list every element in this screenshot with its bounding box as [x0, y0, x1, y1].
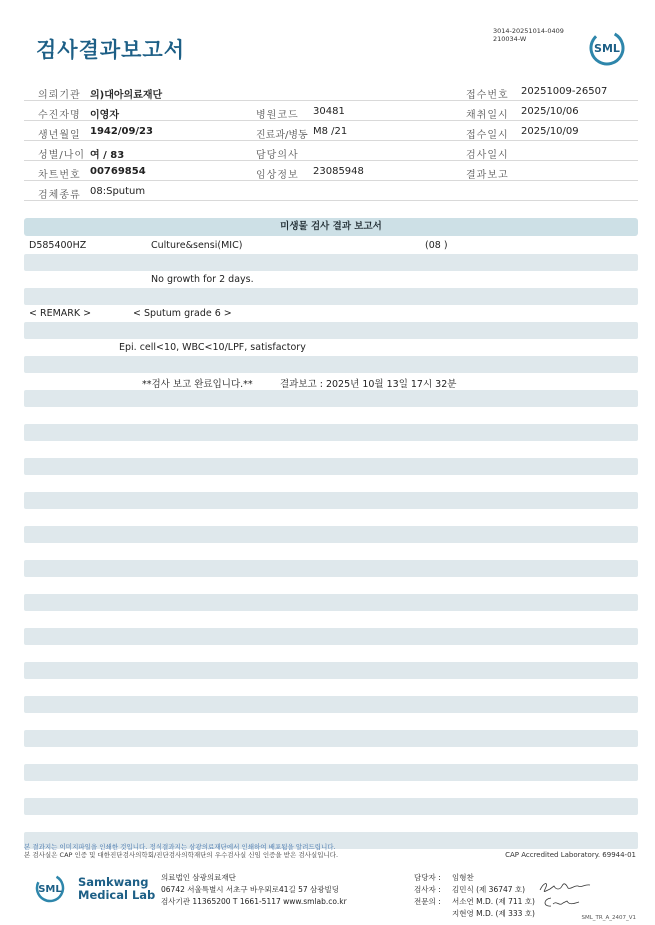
row-stripe [24, 492, 638, 509]
cell-result: Epi. cell<10, WBC<10/LPF, satisfactory [119, 342, 306, 353]
row-stripe [24, 798, 638, 815]
page-title: 검사결과보고서 [36, 38, 186, 62]
hospital-code: 30481 [313, 106, 345, 117]
brand-name: Samkwang Medical Lab [78, 875, 156, 902]
row-stripe [24, 526, 638, 543]
remark-label: < REMARK > [29, 308, 92, 319]
report-time: 결과보고 : 2025년 10월 13일 17시 32분 [280, 379, 457, 390]
info-row: 검체종류 08:Sputum [24, 181, 638, 201]
accession-number: 20251009-26507 [521, 86, 608, 97]
collection-date: 2025/10/06 [521, 106, 579, 117]
row-stripe [24, 458, 638, 475]
row-stripe [24, 730, 638, 747]
report-complete: **검사 보고 완료입니다.** [142, 379, 253, 390]
signature-icon [538, 880, 592, 894]
row-stripe [24, 356, 638, 373]
lab-info: 의료법인 삼광의료재단 06742 서울특별시 서초구 바우뫼로41길 57 삼광빌딩 검사기관 11365200 T 1661-5117 www.smlab.co.kr [161, 873, 347, 906]
info-row: 생년월일 1942/09/23 진료과/병동 M8 /21 접수일시 2025/10/09 [24, 121, 638, 141]
row-stripe [24, 662, 638, 679]
staff-specialist: 서소연 M.D. (제 711 호) [452, 897, 535, 906]
row-stripe [24, 288, 638, 305]
staff-info: 담당자 : 임형찬 검사자 : 김민식 (제 36747 호) 전문의 : 서소연 M.D. (제 711 호) 지현영 M.D. (제 333 호) [414, 873, 535, 918]
row-stripe [24, 424, 638, 441]
sputum-grade: < Sputum grade 6 > [133, 308, 232, 319]
requesting-institution: 의)대아의료재단 [90, 90, 163, 101]
sml-brand-logo-icon [35, 873, 75, 903]
cap-accreditation: CAP Accredited Laboratory. 69944-01 [505, 851, 636, 859]
test-code: D585400HZ [29, 240, 87, 251]
svg-text:SML: SML [38, 884, 62, 895]
row-stripe [24, 628, 638, 645]
sex-age: 여 / 83 [90, 150, 125, 161]
patient-name: 이영자 [90, 110, 119, 121]
staff-tester: 김민식 (제 36747 호) [452, 885, 526, 894]
test-name: Culture&sensi(MIC) [151, 240, 243, 251]
document-id: 3014-20251014-0409 210034-W [493, 27, 564, 43]
row-stripe [24, 764, 638, 781]
certification-text: 본 검사실은 CAP 인증 및 대한진단검사의학회/진단검사의학재단의 우수검사실 신임 인증을 받은 검사실입니다. [24, 851, 339, 859]
section-title: 미생물 검사 결과 보고서 [24, 218, 638, 236]
specimen-code: (08 ) [425, 240, 448, 251]
info-row: 성별/나이 여 / 83 담당의사 검사일시 [24, 141, 638, 161]
info-row: 차트번호 00769854 임상정보 23085948 결과보고 [24, 161, 638, 181]
svg-text:SML: SML [594, 42, 620, 55]
row-stripe [24, 254, 638, 271]
chart-number: 00769854 [90, 166, 146, 177]
staff-manager: 임형찬 [452, 873, 474, 882]
sml-logo-icon [589, 30, 625, 66]
info-row: 의뢰기관 의)대아의료재단 접수번호 20251009-26507 [24, 81, 638, 101]
info-row: 수진자명 이영자 병원코드 30481 채취일시 2025/10/06 [24, 101, 638, 121]
specimen-type: 08:Sputum [90, 186, 146, 197]
growth-result: No growth for 2 days. [151, 274, 254, 285]
signature-icon [541, 895, 581, 909]
birth-date: 1942/09/23 [90, 126, 153, 137]
row-stripe [24, 696, 638, 713]
clinical-info: 23085948 [313, 166, 364, 177]
staff-specialist: 지현영 M.D. (제 333 호) [452, 909, 535, 918]
print-notice: 본 결과지는 이미지파일을 인쇄한 것입니다. 정식결과지는 삼광의료재단에서 인쇄하여 배포됨을 알려드립니다. [24, 843, 336, 851]
row-stripe [24, 322, 638, 339]
row-stripe [24, 594, 638, 611]
row-stripe [24, 560, 638, 577]
form-code: SML_TR_A_2407_V1 [581, 915, 636, 921]
receipt-date: 2025/10/09 [521, 126, 579, 137]
row-stripe [24, 390, 638, 407]
department-ward: M8 /21 [313, 126, 348, 137]
